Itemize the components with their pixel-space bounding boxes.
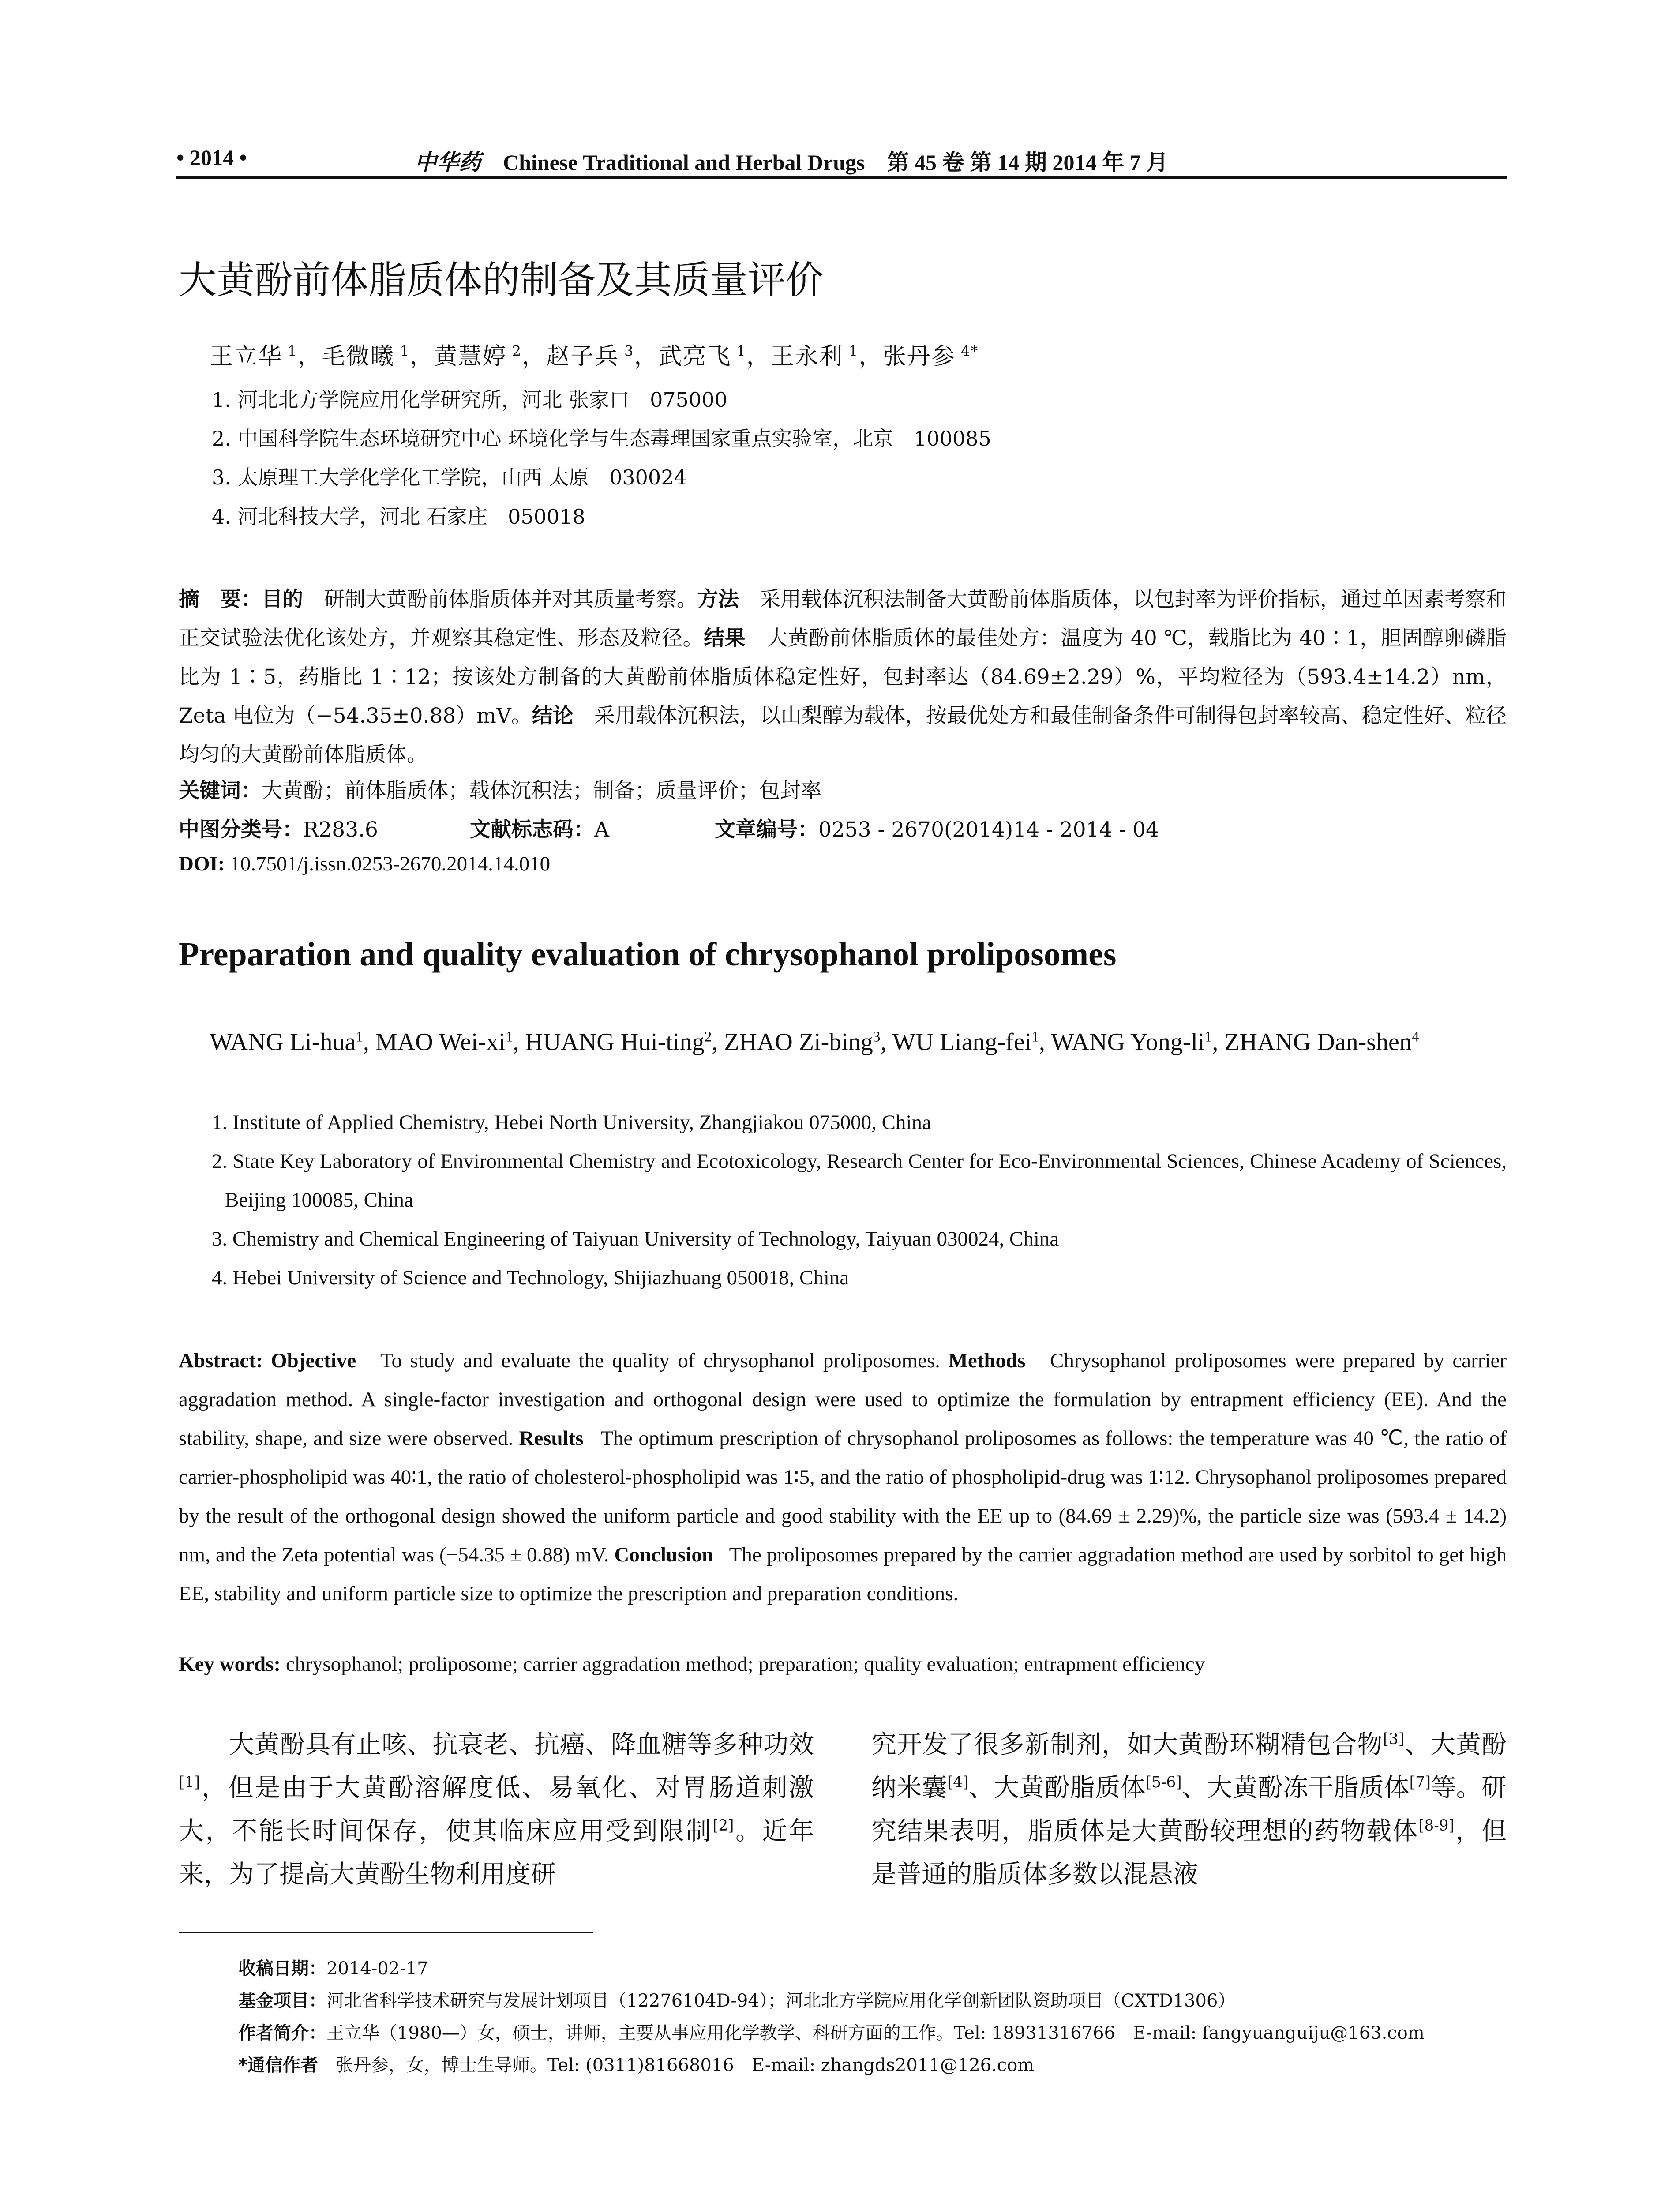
author-bio-text: 王立华（1980—）女，硕士，讲师，主要从事应用化学教学、科研方面的工作。Tel: 18931316766 E-mail: fangyuanguiju@163.com <box>326 2023 1425 2043</box>
citation-ref[interactable]: [1] <box>179 1774 200 1791</box>
keywords-en <box>179 1652 1507 1676</box>
authors-zh: 王立华 $^1$，毛微曦 $^1$，黄慧婷 $^2$，赵子兵 $^3$，武亮飞 $^1$，王永利 $^1$，张丹参 $^{4*}$ <box>210 343 979 370</box>
affiliation-zh-3: 3. 太原理工大学化学化工学院，山西 太原 030024 <box>212 465 687 489</box>
citation-ref[interactable]: [8-9] <box>1418 1817 1455 1835</box>
received-label: 收稿日期： <box>238 1958 326 1979</box>
fund-label: 基金项目： <box>238 1991 326 2011</box>
footnote-author <box>238 2019 1509 2044</box>
fund-text: 河北省科学技术研究与发展计划项目（12276104D-94）；河北北方学院应用化学创新团队资助项目（CXTD1306） <box>326 1991 1236 2011</box>
author-en: WANG Yong-$li^1$ <box>1051 1028 1212 1056</box>
author-zh-affiliation-mark: 1 <box>282 343 298 360</box>
journal-line <box>415 145 1168 176</box>
header-rule <box>176 176 1507 179</box>
author-en-affiliation-mark: 2 <box>704 1028 712 1045</box>
title-zh: 大黄酚前体脂质体的制备及其质量评价 <box>179 258 824 302</box>
author-en-affiliation-mark: 1 <box>1031 1028 1039 1045</box>
author-en-affiliation-mark: 4 <box>1411 1028 1419 1045</box>
citation-ref[interactable]: [3] <box>1383 1730 1405 1748</box>
doi-value[interactable]: 10.7501/j.issn.0253-2670.2014.14.010 <box>230 852 551 875</box>
affiliation-en-2-text: 2. State Key Laboratory of Environmental Chemistry and Ecotoxicology, Research Center for Eco-Environmental Sciences, Chinese Academy of Sciences, Beijing 100085, China <box>212 1150 1507 1212</box>
methods-en: Chrysophanol proliposomes were prepared by carrier aggradation method. A single-factor investigation and orthogonal design were used to optimize the formulation by entrapment efficiency (EE). And the stability, shape, and size were observed. <box>179 1349 1507 1450</box>
running-header <box>176 140 1507 176</box>
author-en-affiliation-mark: 1 <box>1204 1028 1212 1045</box>
author-zh-affiliation-mark: 2 <box>506 343 522 360</box>
methods-en-label: Methods <box>948 1349 1026 1372</box>
doc-value: A <box>594 818 609 842</box>
keywords-zh-text: 大黄酚；前体脂质体；载体沉积法；制备；质量评价；包封率 <box>262 779 821 803</box>
citation-ref[interactable]: [7] <box>1409 1774 1431 1791</box>
received-date: 2014-02-17 <box>326 1958 428 1979</box>
objective-zh-label: 目的 <box>262 587 304 612</box>
body-column-right: 究开发了很多新制剂，如大黄酚环糊精包合物[3]、大黄酚纳米囊[4]、大黄酚脂质体[5-6]、大黄酚冻干脂质体[7]等。研究结果表明，脂质体是大黄酚较理想的药物载体[8-9]，但是普通的脂质体多数以混悬液 <box>871 1730 1507 1889</box>
article-value: 0253 - 2670(2014)14 - 2014 - 04 <box>818 818 1159 842</box>
author-en: HUANG Hui-ting$^2$ <box>525 1028 712 1056</box>
author-en: ZHAO Zi-bing$^3$ <box>724 1028 881 1056</box>
objective-zh: 研制大黄酚前体脂质体并对其质量考察。 <box>324 587 698 612</box>
affiliation-en-1: 1. Institute of Applied Chemistry, Hebei North University, Zhangjiakou 075000, China <box>212 1111 931 1134</box>
citation-ref[interactable]: [5-6] <box>1145 1774 1182 1791</box>
conclusion-zh: 采用载体沉积法，以山梨醇为载体，按最优处方和最佳制备条件可制得包封率较高、稳定性好、粒径均匀的大黄酚前体脂质体。 <box>179 704 1507 767</box>
corresponding-text: 张丹参，女，博士生导师。Tel: (0311)81668016 E-mail: zhangds2011@126.com <box>335 2055 1035 2075</box>
results-en: The optimum prescription of chrysophanol proliposomes as follows: the temperature was 40 ℃, the ratio of carrier-phospholipid was 40∶1, the ratio of cholesterol-phospholipid was 1∶5, and the ratio of phospholipid-drug was 1∶12. Chrysophanol proliposomes prepared by the result of the orthogonal design showed the uniform particle and good stability with the EE up to (84.69 ± 2.29)%, the particle size was (593.4 ± 14.2) nm, and the Zeta potential was (−54.35 ± 0.88) mV. <box>179 1427 1507 1566</box>
author-en-affiliation-mark: 1 <box>505 1028 513 1045</box>
footnote-received <box>238 1955 1509 1980</box>
author-en: WANG Li-hua$^1$ <box>210 1028 364 1056</box>
conclusion-en-label: Conclusion <box>614 1543 714 1566</box>
keywords-zh-label: 关键词： <box>179 779 262 803</box>
doi-label: DOI: <box>179 852 225 875</box>
doi <box>179 852 550 876</box>
abstract-en-label: Abstract: <box>179 1349 263 1372</box>
author-zh: 毛微曦 $^1$ <box>322 343 410 370</box>
journal-name-en: Chinese Traditional and Herbal Drugs <box>503 150 865 175</box>
results-zh-label: 结果 <box>704 626 746 650</box>
author-zh: 王立华 $^1$ <box>210 343 298 370</box>
author-zh-affiliation-mark: 1 <box>731 343 746 360</box>
affiliation-zh-4: 4. 河北科技大学，河北 石家庄 050018 <box>212 505 585 529</box>
author-en-affiliation-mark: 1 <box>356 1028 364 1045</box>
methods-zh: 采用载体沉积法制备大黄酚前体脂质体，以包封率为评价指标，通过单因素考察和正交试验法优化该处方，并观察其稳定性、形态及粒径。 <box>179 587 1507 650</box>
authors-en: WANG Li-hua$^1$, MAO Wei-$xi^1$, HUANG Hui-ting$^2$, ZHAO Zi-bing$^3$, WU Liang-fei$^1$, WANG Yong-$li^1$, ZHANG Dan-shen$^4$ <box>210 1028 1419 1056</box>
author-zh-affiliation-mark: 1 <box>394 343 410 360</box>
author-zh: 赵子兵 $^3$ <box>546 343 634 370</box>
footnote-corresponding <box>238 2051 1509 2076</box>
abstract-zh <box>179 580 1507 774</box>
clc-code <box>179 813 378 843</box>
author-en: MAO Wei-$xi^1$ <box>375 1028 513 1056</box>
author-bio-label: 作者简介： <box>238 2023 326 2043</box>
results-zh: 大黄酚前体脂质体的最佳处方：温度为 40 ℃，载脂比为 40∶1，胆固醇卵磷脂比为 1∶5，药脂比 1∶12；按该处方制备的大黄酚前体脂质体稳定性好，包封率达（84.69±2.29）%，平均粒径为（593.4±14.2）nm，Zeta 电位为（−54.35±0.88）mV。 <box>179 626 1507 728</box>
journal-name-cn: 中华药 <box>415 150 481 175</box>
article-label: 文章编号： <box>715 818 818 842</box>
methods-zh-label: 方法 <box>697 587 739 612</box>
body-column-left: 大黄酚具有止咳、抗衰老、抗癌、降血糖等多种功效[1]，但是由于大黄酚溶解度低、易氧化、对胃肠道刺激大，不能长时间保存，使其临床应用受到限制[2]。近年来，为了提高大黄酚生物利用度研 <box>179 1730 814 1889</box>
clc-label: 中图分类号： <box>179 818 303 842</box>
title-en: Preparation and quality evaluation of chrysophanol proliposomes <box>179 936 1117 973</box>
document-code <box>470 813 609 843</box>
corresponding-label: *通信作者 <box>238 2055 318 2075</box>
author-zh: 黄慧婷 $^2$ <box>434 343 522 370</box>
objective-en: To study and evaluate the quality of chrysophanol proliposomes. <box>380 1349 940 1372</box>
author-zh: 张丹参 $^{4*}$ <box>883 343 979 370</box>
results-en-label: Results <box>519 1427 584 1450</box>
author-zh: 武亮飞 $^1$ <box>658 343 746 370</box>
author-en: WU Liang-fei$^1$ <box>892 1028 1039 1056</box>
abstract-zh-label: 摘 要： <box>179 587 262 612</box>
author-zh-affiliation-mark: 4* <box>956 343 979 360</box>
affiliation-en-2 <box>212 1142 1507 1219</box>
page-number: • 2014 • <box>176 145 248 170</box>
footnote-fund <box>238 1987 1509 2012</box>
keywords-en-text: chrysophanol; proliposome; carrier aggradation method; preparation; quality evaluation; entrapment efficiency <box>285 1653 1205 1676</box>
author-en-affiliation-mark: 3 <box>873 1028 881 1045</box>
clc-value: R283.6 <box>303 818 378 842</box>
conclusion-en: The proliposomes prepared by the carrier aggradation method are used by sorbitol to get high EE, stability and uniform particle size to optimize the prescription and preparation conditions. <box>179 1543 1507 1605</box>
affiliation-zh-1: 1. 河北北方学院应用化学研究所，河北 张家口 075000 <box>212 388 728 412</box>
citation-ref[interactable]: [2] <box>712 1817 734 1835</box>
abstract-en <box>179 1341 1507 1613</box>
affiliation-en-3: 3. Chemistry and Chemical Engineering of Taiyuan University of Technology, Taiyuan 030024, China <box>212 1227 1059 1250</box>
journal-issue: 第 45 卷 第 14 期 2014 年 7 月 <box>887 150 1168 175</box>
footnote-rule <box>179 1932 593 1933</box>
author-zh-affiliation-mark: 1 <box>843 343 859 360</box>
affiliation-zh-2: 2. 中国科学院生态环境研究中心 环境化学与生态毒理国家重点实验室，北京 100085 <box>212 427 991 450</box>
author-zh: 王永利 $^1$ <box>770 343 859 370</box>
citation-ref[interactable]: [4] <box>947 1774 969 1791</box>
conclusion-zh-label: 结论 <box>532 704 574 728</box>
objective-en-label: Objective <box>271 1349 356 1372</box>
doc-label: 文献标志码： <box>470 818 594 842</box>
article-number <box>715 813 1159 843</box>
keywords-en-label: Key words: <box>179 1653 281 1676</box>
author-zh-affiliation-mark: 3 <box>619 343 634 360</box>
author-en: ZHANG Dan-shen$^4$ <box>1224 1028 1419 1056</box>
affiliation-en-4: 4. Hebei University of Science and Technology, Shijiazhuang 050018, China <box>212 1266 849 1289</box>
keywords-zh <box>179 774 821 804</box>
